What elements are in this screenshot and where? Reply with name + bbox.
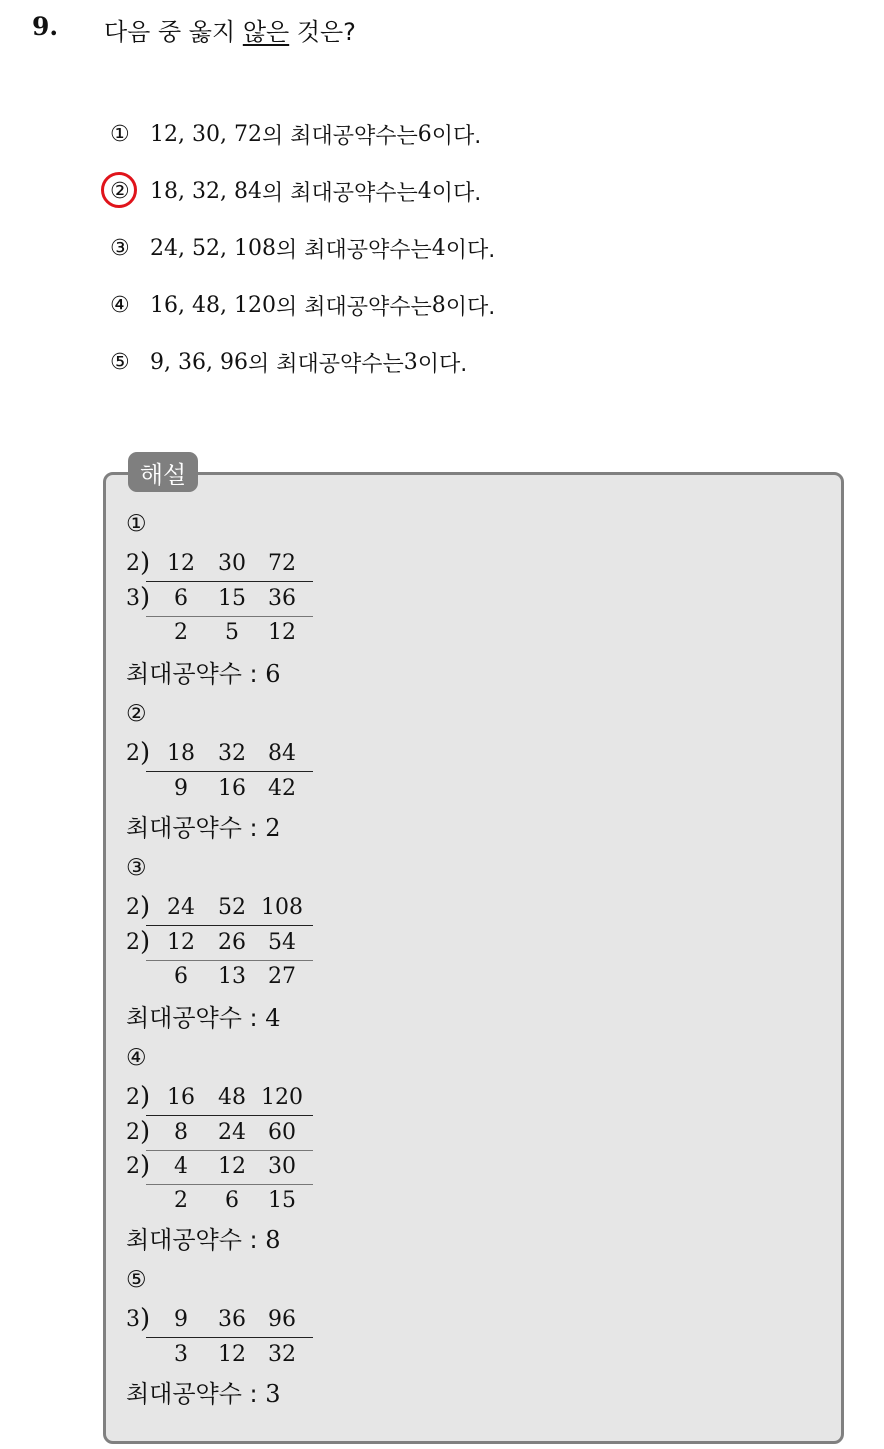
choice-numbers: 16, 48, 120 [150, 293, 276, 318]
gcd-value: 6 [265, 660, 281, 688]
division-row [126, 738, 316, 772]
division-rule [146, 925, 313, 926]
choice-marker [110, 179, 150, 204]
solution-part-marker: ① [126, 511, 147, 537]
quotient-cell: 3 [174, 1342, 188, 1367]
dividend-cell: 30 [218, 551, 246, 576]
choice-2[interactable] [110, 163, 495, 220]
gcd-value: 4 [265, 1004, 281, 1032]
choice-4[interactable] [110, 277, 495, 334]
quotient-cell: 13 [218, 964, 246, 989]
solution-part-marker: ② [126, 701, 147, 727]
gcd-label: 최대공약수 : [126, 660, 266, 688]
division-bracket: ) [140, 738, 151, 768]
gcd-value: 8 [265, 1226, 281, 1254]
quotient-row [126, 1339, 316, 1373]
dividend-cell: 12 [167, 930, 195, 955]
gcd-label: 최대공약수 : [126, 1004, 266, 1032]
quotient-row [126, 773, 316, 807]
division-bracket: ) [140, 1304, 151, 1334]
dividend-cell: 6 [174, 586, 188, 611]
divisor: 2 [126, 895, 140, 920]
division-rule [146, 1115, 313, 1116]
division-row [126, 927, 316, 961]
divisor: 2 [126, 1120, 140, 1145]
division-bracket: ) [140, 1082, 151, 1112]
choice-marker: ③ [110, 236, 130, 261]
dividend-cell: 9 [174, 1307, 188, 1332]
question-number: 9. [32, 12, 59, 41]
division-row [126, 1304, 316, 1338]
choice-tail: 이다. [431, 124, 482, 149]
dividend-cell: 84 [268, 741, 296, 766]
question-text [104, 12, 356, 47]
dividend-cell: 54 [268, 930, 296, 955]
quotient-row [126, 1185, 316, 1219]
division-row [126, 583, 316, 617]
quotient-cell: 15 [268, 1188, 296, 1213]
quotient-cell: 12 [218, 1342, 246, 1367]
question-text-after: 것은? [289, 18, 356, 46]
quotient-cell: 16 [218, 776, 246, 801]
dividend-cell: 4 [174, 1154, 188, 1179]
gcd-result [126, 998, 281, 1033]
dividend-cell: 52 [218, 895, 246, 920]
dividend-cell: 108 [261, 895, 303, 920]
division-bracket: ) [140, 1117, 151, 1147]
gcd-value: 3 [265, 1380, 281, 1408]
gcd-result [126, 1220, 281, 1255]
quotient-cell: 6 [225, 1188, 239, 1213]
divisor: 2 [126, 551, 140, 576]
dividend-cell: 36 [268, 586, 296, 611]
quotient-row [126, 617, 316, 651]
gcd-result [126, 808, 281, 843]
answer-circle-annotation [101, 172, 137, 208]
choice-value: 4 [431, 236, 446, 261]
choice-tail: 이다. [417, 352, 468, 377]
choice-numbers: 9, 36, 96 [150, 350, 248, 375]
solution-part-marker: ③ [126, 855, 147, 881]
choice-value: 4 [417, 179, 432, 204]
division-bracket: ) [140, 892, 151, 922]
quotient-cell: 12 [268, 620, 296, 645]
choice-numbers: 24, 52, 108 [150, 236, 276, 261]
dividend-cell: 12 [167, 551, 195, 576]
quotient-cell: 2 [174, 1188, 188, 1213]
division-rule [146, 1337, 313, 1338]
choice-tail: 이다. [445, 238, 496, 263]
solution-tab-label: 해설 [128, 452, 198, 492]
divisor: 2 [126, 1154, 140, 1179]
dividend-cell: 12 [218, 1154, 246, 1179]
gcd-result [126, 654, 281, 689]
choice-text: 의 최대공약수는 [261, 124, 418, 149]
dividend-cell: 24 [218, 1120, 246, 1145]
choice-marker: ④ [110, 293, 130, 318]
division-rule [146, 771, 313, 772]
choice-tail: 이다. [445, 295, 496, 320]
quotient-cell: 27 [268, 964, 296, 989]
dividend-cell: 16 [167, 1085, 195, 1110]
dividend-cell: 96 [268, 1307, 296, 1332]
choice-text: 의 최대공약수는 [275, 238, 432, 263]
division-row [126, 1082, 316, 1116]
divisor: 2 [126, 741, 140, 766]
choice-value: 6 [417, 122, 432, 147]
solution-part-marker: ⑤ [126, 1267, 147, 1293]
quotient-cell: 9 [174, 776, 188, 801]
choice-list [110, 106, 495, 391]
division-row [126, 548, 316, 582]
question-text-underlined: 않은 [242, 18, 290, 46]
dividend-cell: 60 [268, 1120, 296, 1145]
gcd-value: 2 [265, 814, 281, 842]
dividend-cell: 30 [268, 1154, 296, 1179]
gcd-result [126, 1374, 281, 1409]
dividend-cell: 120 [261, 1085, 303, 1110]
choice-numbers: 12, 30, 72 [150, 122, 262, 147]
quotient-row [126, 961, 316, 995]
gcd-label: 최대공약수 : [126, 814, 266, 842]
quotient-cell: 6 [174, 964, 188, 989]
question-text-before: 다음 중 옳지 [104, 18, 243, 46]
divisor: 3 [126, 586, 140, 611]
division-row [126, 892, 316, 926]
division-bracket: ) [140, 548, 151, 578]
choice-marker-text: ② [110, 179, 130, 204]
division-bracket: ) [140, 583, 151, 613]
choice-value: 8 [431, 293, 446, 318]
choice-marker: ⑤ [110, 350, 130, 375]
divisor: 2 [126, 930, 140, 955]
choice-value: 3 [403, 350, 418, 375]
division-row [126, 1151, 316, 1185]
quotient-cell: 5 [225, 620, 239, 645]
choice-numbers: 18, 32, 84 [150, 179, 262, 204]
dividend-cell: 72 [268, 551, 296, 576]
choice-text: 의 최대공약수는 [247, 352, 404, 377]
quotient-cell: 42 [268, 776, 296, 801]
dividend-cell: 15 [218, 586, 246, 611]
division-row [126, 1117, 316, 1151]
choice-5[interactable] [110, 334, 495, 391]
choice-marker: ① [110, 122, 130, 147]
dividend-cell: 24 [167, 895, 195, 920]
dividend-cell: 26 [218, 930, 246, 955]
choice-text: 의 최대공약수는 [275, 295, 432, 320]
dividend-cell: 36 [218, 1307, 246, 1332]
dividend-cell: 18 [167, 741, 195, 766]
division-rule [146, 581, 313, 582]
gcd-label: 최대공약수 : [126, 1380, 266, 1408]
divisor: 2 [126, 1085, 140, 1110]
dividend-cell: 48 [218, 1085, 246, 1110]
gcd-label: 최대공약수 : [126, 1226, 266, 1254]
choice-text: 의 최대공약수는 [261, 181, 418, 206]
division-bracket: ) [140, 1151, 151, 1181]
choice-3[interactable] [110, 220, 495, 277]
dividend-cell: 32 [218, 741, 246, 766]
quotient-cell: 2 [174, 620, 188, 645]
divisor: 3 [126, 1307, 140, 1332]
quotient-cell: 32 [268, 1342, 296, 1367]
choice-tail: 이다. [431, 181, 482, 206]
choice-1[interactable] [110, 106, 495, 163]
dividend-cell: 8 [174, 1120, 188, 1145]
division-bracket: ) [140, 927, 151, 957]
solution-part-marker: ④ [126, 1045, 147, 1071]
